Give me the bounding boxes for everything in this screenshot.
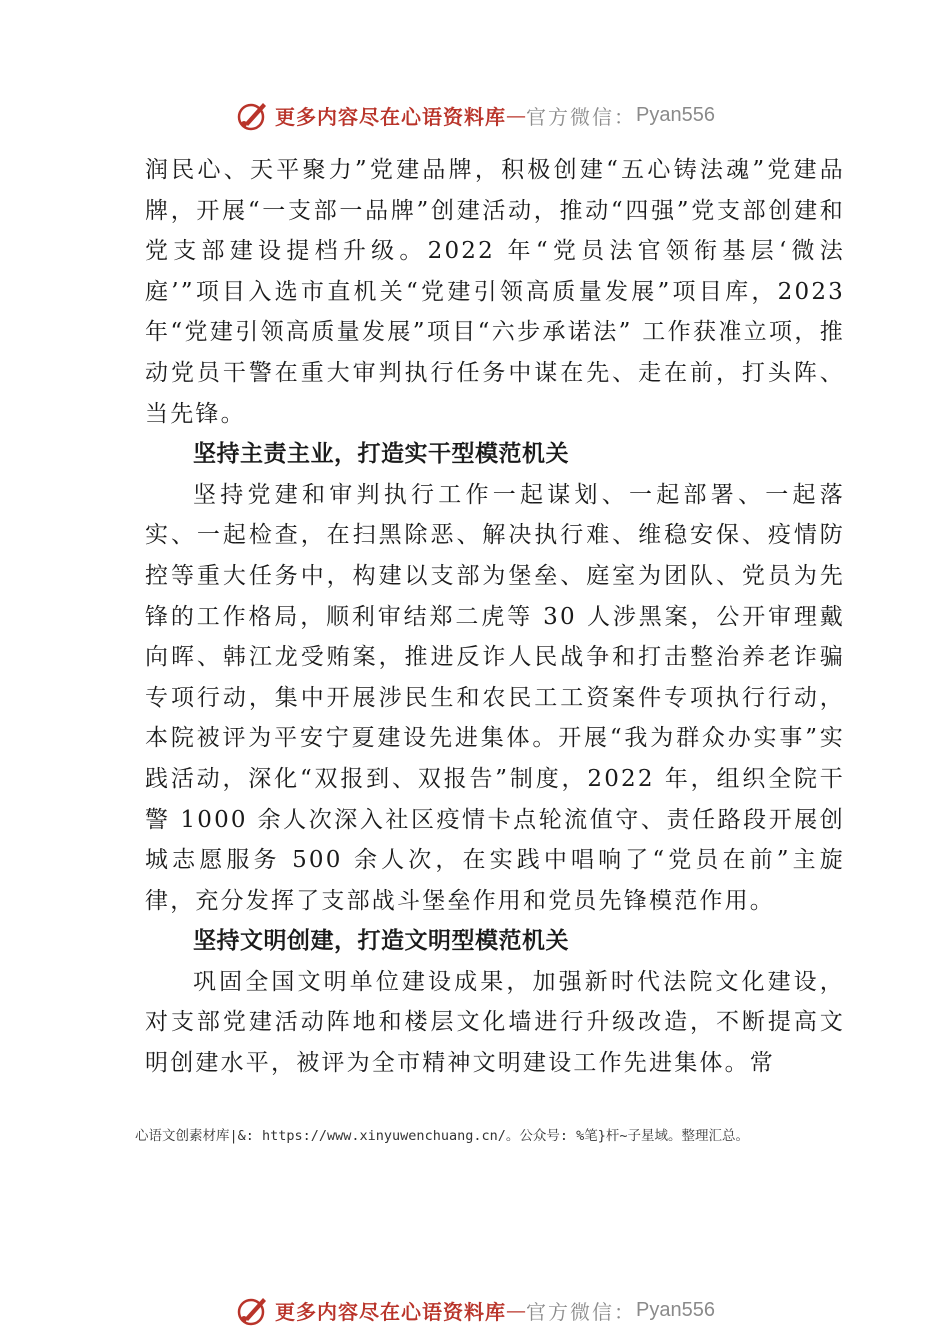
header-red-text: 更多内容尽在心语资料库 [275, 104, 507, 129]
paragraph-2: 坚持党建和审判执行工作一起谋划、一起部署、一起落实、一起检查，在扫黑除恶、解决执行难、维稳安保、疫情防控等重大任务中，构建以支部为堡垒、庭室为团队、党员为先锋的工作格局，顺利审结郑二虎等 30 人涉黑案，公开审理戴向晖、韩江龙受贿案，推进反诈人民战争和打击整治养老诈骗专项行动，集中开展涉民生和农民工工资案件专项执行行动，本院被评为平安宁夏建设先进集体。开展“我为群众办实事”实践活动，深化“双报到、双报告”制度，2022 年，组织全院干警 1000 余人次深入社区疫情卡点轮流值守、责任路段开展创城志愿服务 500 余人次，在实践中唱响了“党员在前”主旋律，充分发挥了支部战斗堡垒作用和党员先锋模范作用。 [145, 481, 845, 914]
brush-logo-icon [235, 1292, 271, 1328]
section-heading-2: 坚持文明创建，打造文明型模范机关 [193, 928, 569, 955]
footer-grey-text: 官方微信： [526, 1299, 637, 1324]
source-note: 心语文创素材库|&: https://www.xinyuwenchuang.cn/。公众号: %笔}杆~子星域。整理汇总。 [135, 1128, 749, 1144]
header-dash: — [506, 103, 527, 127]
paragraph-3: 巩固全国文明单位建设成果，加强新时代法院文化建设，对支部党建活动阵地和楼层文化墙进行升级改造，不断提高文明创建水平，被评为全市精神文明建设工作先进集体。常 [145, 968, 845, 1077]
footer-dash: — [506, 1298, 527, 1322]
paragraph-1: 润民心、天平聚力”党建品牌，积极创建“五心铸法魂”党建品牌，开展“一支部一品牌”创建活动，推动“四强”党支部创建和党支部建设提档升级。2022 年“党员法官领衔基层‘微法庭’”项目入选市直机关“党建引领高质量发展”项目库，2023 年“党建引领高质量发展”项目“六步承诺法” 工作获准立项，推动党员干警在重大审判执行任务中谋在先、走在前，打头阵、当先锋。 [145, 157, 845, 427]
header-wechat-id: Pyan556 [636, 103, 715, 126]
document-body [145, 150, 845, 1084]
footer-banner [0, 1290, 950, 1330]
brush-logo-icon [235, 97, 271, 133]
header-banner [0, 95, 950, 135]
section-heading-1: 坚持主责主业，打造实干型模范机关 [193, 441, 569, 468]
header-grey-text: 官方微信： [526, 104, 637, 129]
footer-wechat-id: Pyan556 [636, 1298, 715, 1321]
footer-red-text: 更多内容尽在心语资料库 [275, 1299, 507, 1324]
